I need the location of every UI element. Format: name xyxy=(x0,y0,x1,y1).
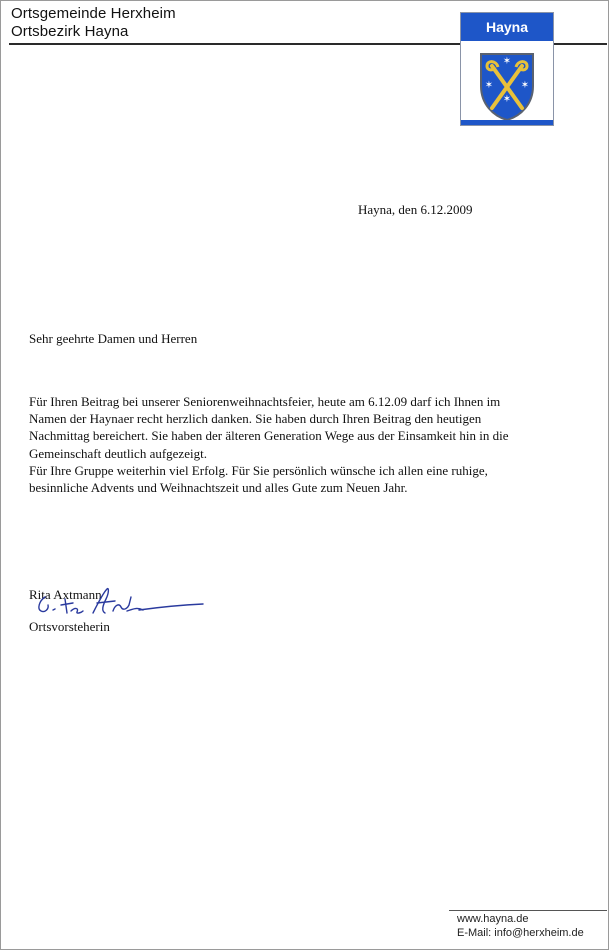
letter-paragraph-1: Für Ihren Beitrag bei unserer Seniorenweihnachtsfeier, heute am 6.12.09 darf ich Ihnen im Namen der Haynaer recht herzlich danken. Sie haben durch Ihren Beitrag den heutigen Nachmittag bereichert. Sie haben der älteren Generation Wege aus der Einsamkeit hin in die Gemeinschaft deutlich aufgezeigt. xyxy=(29,394,509,461)
coat-of-arms-shield-icon xyxy=(479,52,535,122)
svg-text:✶: ✶ xyxy=(502,56,512,67)
letter-paragraph-2: Für Ihre Gruppe weiterhin viel Erfolg. Für Sie persönlich wünsche ich allen eine ruhige, besinnliche Advents und Weihnachtszeit und alles Gute zum Neuen Jahr. xyxy=(29,462,488,496)
svg-text:✶: ✶ xyxy=(520,80,530,91)
letter-body xyxy=(29,393,569,496)
footer-divider xyxy=(449,910,607,911)
letterhead-municipality: Ortsgemeinde Herxheim xyxy=(11,5,176,22)
handwritten-signature xyxy=(31,583,206,619)
svg-text:✶: ✶ xyxy=(484,80,494,91)
svg-text:✶: ✶ xyxy=(502,94,512,105)
signer-role: Ortsvorsteherin xyxy=(29,619,110,634)
salutation: Sehr geehrte Damen und Herren xyxy=(29,331,198,346)
letterhead-district: Ortsbezirk Hayna xyxy=(11,23,129,40)
signer-name: Rita Axtmann xyxy=(29,587,102,602)
coat-of-arms-title: Hayna xyxy=(461,13,553,41)
footer-website: www.hayna.de xyxy=(457,913,529,925)
footer-email: E-Mail: info@herxheim.de xyxy=(457,927,584,939)
place-and-date: Hayna, den 6.12.2009 xyxy=(358,202,473,217)
coat-of-arms-panel xyxy=(460,12,554,126)
coat-of-arms-footer-bar xyxy=(461,120,553,125)
